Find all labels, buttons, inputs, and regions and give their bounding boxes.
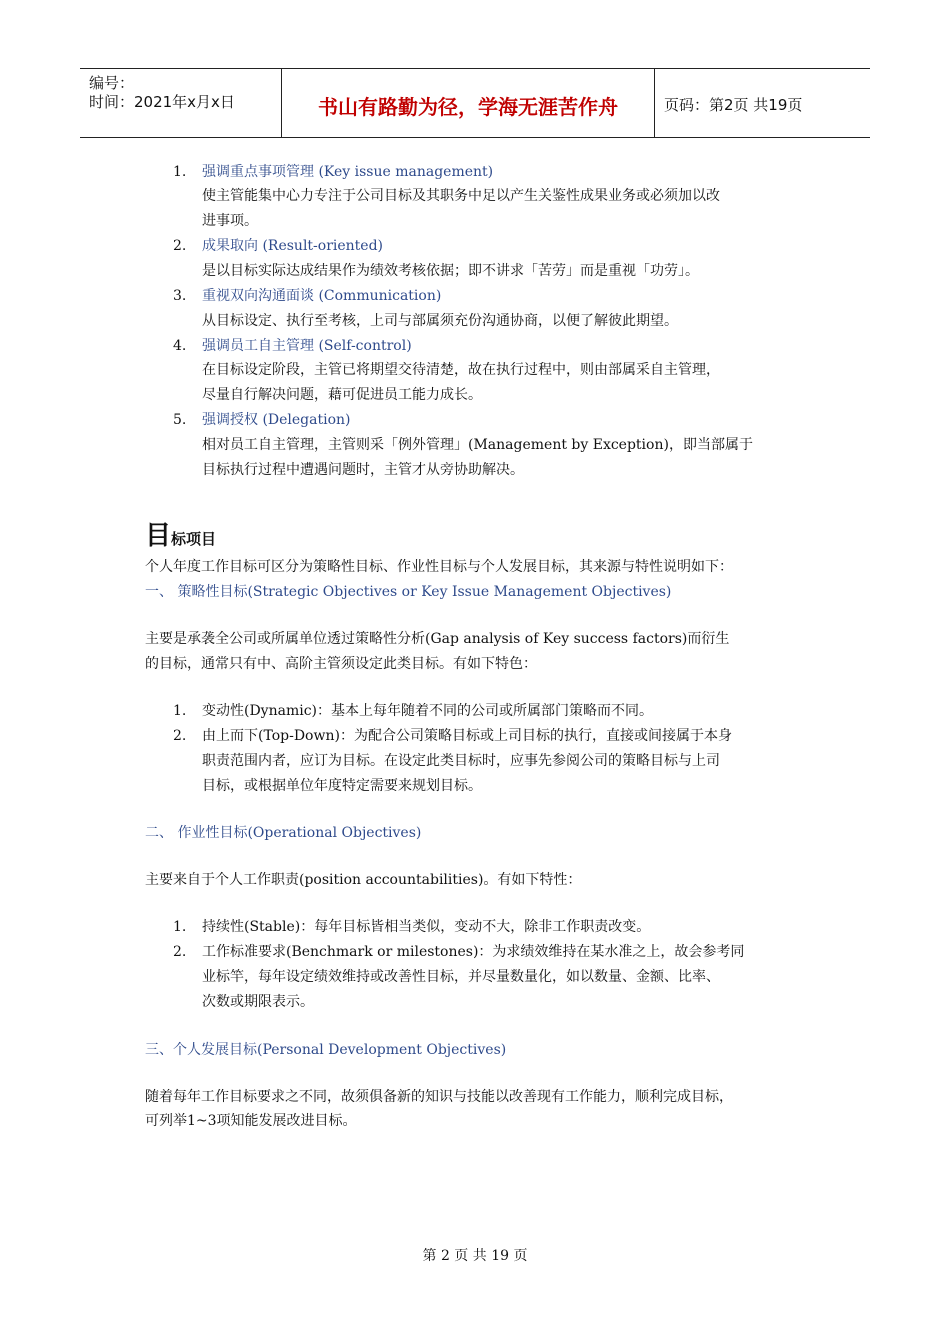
- strategic-desc-1: 主要是承袭全公司或所属单位透过策略性分析(Gap analysis of Key success factors)而衍生: [145, 631, 730, 647]
- time-label: 时间：2021年x月x日: [89, 93, 235, 111]
- section-title-rest: 标项目: [171, 530, 217, 548]
- feature-5-line-1: 相对员工自主管理，主管则采「例外管理」(Management by Exception)，即当部属于: [202, 437, 753, 453]
- operational-item-2-line-1: 工作标准要求(Benchmark or milestones)：为求绩效维持在某水准之上，故会参考同: [202, 944, 745, 960]
- feature-1-number: 1.: [173, 164, 187, 180]
- motto: 书山有路勤为径，学海无涯苦作舟: [318, 95, 618, 119]
- operational-item-2-line-3: 次数或期限表示。: [202, 994, 314, 1010]
- feature-5-title: 强调授权 (Delegation): [202, 412, 351, 428]
- strategic-desc-2: 的目标，通常只有中、高阶主管须设定此类目标。有如下特色：: [145, 656, 537, 672]
- strategic-heading: 一、 策略性目标(Strategic Objectives or Key Issue Management Objectives): [145, 584, 672, 600]
- section-title-initial: 目: [145, 521, 172, 551]
- page-footer: 第 2 页 共 19 页: [422, 1248, 528, 1264]
- personal-desc-1: 随着每年工作目标要求之不同，故须俱备新的知识与技能以改善现有工作能力，顺利完成目标，: [145, 1089, 733, 1105]
- operational-desc-1: 主要来自于个人工作职责(position accountabilities)。有如下特性：: [145, 872, 582, 888]
- feature-2-number: 2.: [173, 238, 187, 254]
- feature-5-number: 5.: [173, 412, 187, 428]
- strategic-item-2-line-1: 由上而下(Top-Down)：为配合公司策略目标或上司目标的执行，直接或间接属于本身: [202, 728, 732, 744]
- feature-3-title: 重视双向沟通面谈 (Communication): [202, 288, 442, 304]
- feature-4-line-1: 在目标设定阶段，主管已将期望交待清楚，故在执行过程中，则由部属采自主管理，: [202, 362, 720, 378]
- strategic-item-2-number: 2.: [173, 728, 187, 744]
- operational-item-2-line-2: 业标竿，每年设定绩效维持或改善性目标，并尽量数量化，如以数量、金额、比率、: [202, 969, 720, 985]
- feature-2-title: 成果取向 (Result-oriented): [202, 238, 384, 254]
- strategic-item-2-line-2: 职责范围内者，应订为目标。在设定此类目标时，应事先参阅公司的策略目标与上司: [202, 753, 720, 769]
- feature-1-line-2: 进事项。: [202, 213, 258, 229]
- strategic-item-2-line-3: 目标，或根据单位年度特定需要来规划目标。: [202, 778, 482, 794]
- strategic-item-1-line-1: 变动性(Dynamic)：基本上每年随着不同的公司或所属部门策略而不同。: [202, 703, 654, 719]
- header-motto-cell: [282, 69, 655, 137]
- page-header: [80, 68, 870, 138]
- page-number-label: 页码：第2页 共19页: [664, 96, 803, 114]
- feature-3-line-1: 从目标设定、执行至考核，上司与部属须充份沟通协商，以便了解彼此期望。: [202, 313, 678, 329]
- feature-5-line-2: 目标执行过程中遭遇问题时，主管才从旁协助解决。: [202, 462, 524, 478]
- feature-2-line-1: 是以目标实际达成结果作为绩效考核依据；即不讲求「苦劳」而是重视「功劳」。: [202, 263, 699, 279]
- feature-3-number: 3.: [173, 288, 187, 304]
- feature-4-number: 4.: [173, 338, 187, 354]
- operational-item-1-number: 1.: [173, 919, 187, 935]
- serial-label: 编号：: [89, 74, 135, 92]
- feature-4-title: 强调员工自主管理 (Self-control): [202, 338, 412, 354]
- header-page-cell: [655, 69, 870, 137]
- feature-1-title: 强调重点事项管理 (Key issue management): [202, 164, 494, 180]
- feature-4-line-2: 尽量自行解决问题，藉可促进员工能力成长。: [202, 387, 482, 403]
- section-title: [145, 515, 216, 552]
- personal-heading: 三、个人发展目标(Personal Development Objectives): [145, 1042, 507, 1058]
- operational-item-2-number: 2.: [173, 944, 187, 960]
- operational-heading: 二、 作业性目标(Operational Objectives): [145, 825, 422, 841]
- section-intro: 个人年度工作目标可区分为策略性目标、作业性目标与个人发展目标，其来源与特性说明如下：: [145, 559, 733, 575]
- operational-item-1-line-1: 持续性(Stable)：每年目标皆相当类似，变动不大，除非工作职责改变。: [202, 919, 651, 935]
- strategic-item-1-number: 1.: [173, 703, 187, 719]
- feature-1-line-1: 使主管能集中心力专注于公司目标及其职务中足以产生关鉴性成果业务或必须加以改: [202, 188, 720, 204]
- header-info-cell: [80, 69, 282, 137]
- personal-desc-2: 可列举1~3项知能发展改进目标。: [145, 1113, 357, 1129]
